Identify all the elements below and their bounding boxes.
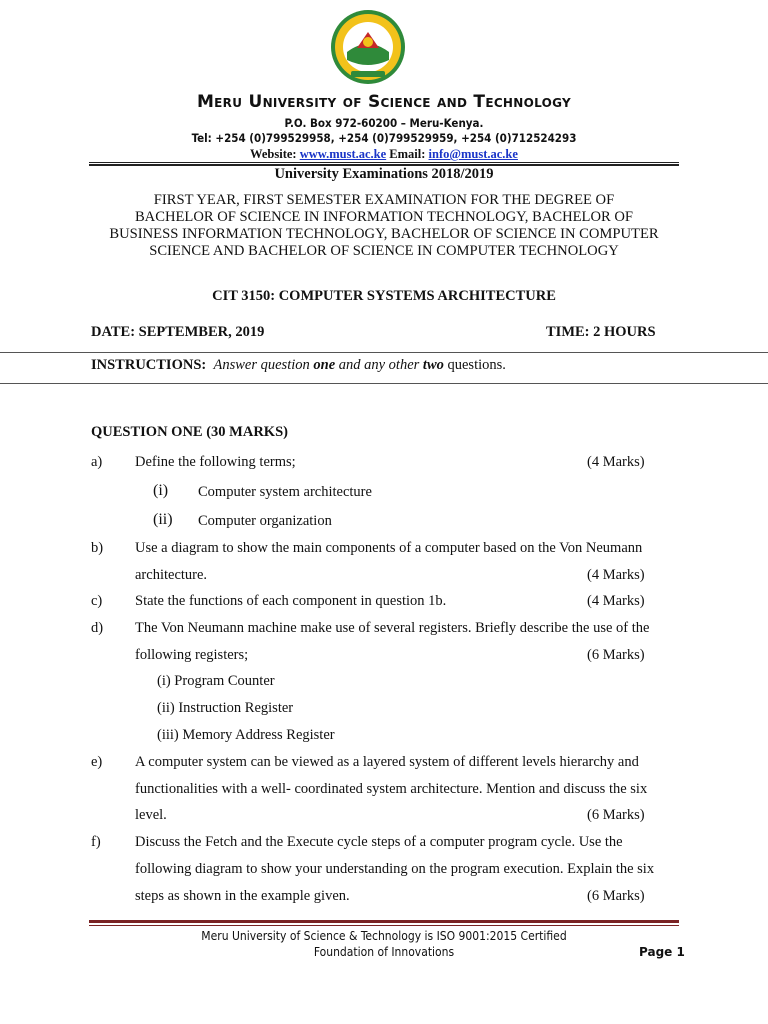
question-label-a: a): [91, 454, 103, 470]
exam-session: University Examinations 2018/2019: [274, 166, 494, 182]
exam-duration: TIME: 2 HOURS: [546, 324, 656, 340]
question-b-marks: (4 Marks): [587, 567, 645, 583]
exam-title-line: BUSINESS INFORMATION TECHNOLOGY, BACHELOR OF SCIENCE IN COMPUTER: [109, 226, 659, 242]
postal-address: P.O. Box 972-60200 – Meru-Kenya.: [284, 116, 484, 130]
exam-title-line: BACHELOR OF SCIENCE IN INFORMATION TECHNOLOGY, BACHELOR OF: [134, 209, 634, 225]
question-e-text-line1: A computer system can be viewed as a layered system of different levels hierarchy and: [135, 754, 639, 770]
website-link[interactable]: www.must.ac.ke: [299, 147, 387, 161]
website-label: Website:: [250, 147, 297, 161]
instructions-label: INSTRUCTIONS:: [91, 357, 207, 373]
question-a-text: Define the following terms;: [135, 454, 296, 470]
register-item: (iii) Memory Address Register: [157, 727, 335, 743]
question-f-text-line3: steps as shown in the example given.: [135, 888, 350, 904]
question-label-b: b): [91, 540, 104, 556]
question-f-text-line1: Discuss the Fetch and the Execute cycle steps of a computer program cycle. Use the: [135, 834, 623, 850]
exam-title-line: FIRST YEAR, FIRST SEMESTER EXAMINATION FOR THE DEGREE OF: [153, 192, 615, 208]
contact-line: [0, 147, 768, 162]
instructions-emphasis-one: one: [313, 357, 336, 373]
question-label-c: c): [91, 593, 103, 609]
question-one-heading: QUESTION ONE (30 MARKS): [91, 424, 288, 440]
exam-date: DATE: SEPTEMBER, 2019: [91, 324, 265, 340]
question-label-d: d): [91, 620, 104, 636]
question-b-text-line1: Use a diagram to show the main components of a computer based on the Von Neumann: [135, 540, 643, 556]
footer-motto: Foundation of Innovations: [313, 945, 455, 959]
question-f-text-line2: following diagram to show your understanding on the program execution. Explain the six: [135, 861, 655, 877]
question-a-marks: (4 Marks): [587, 454, 645, 470]
question-label-e: e): [91, 754, 103, 770]
subitem-text-ii: Computer organization: [198, 513, 332, 529]
page-number: Page 1: [639, 945, 685, 959]
course-title: CIT 3150: COMPUTER SYSTEMS ARCHITECTURE: [212, 288, 556, 304]
instructions-emphasis-two: two: [422, 357, 444, 373]
question-f-marks: (6 Marks): [587, 888, 645, 904]
question-e-text-line2: functionalities with a well- coordinated system architecture. Mention and discuss the six: [135, 781, 648, 797]
university-name: Meru University of Science and Technology: [196, 92, 572, 112]
footer-divider-thick: [89, 920, 679, 923]
instructions: [91, 357, 506, 374]
question-e-text-line3: level.: [135, 807, 167, 823]
question-c-marks: (4 Marks): [587, 593, 645, 609]
footer-certification: Meru University of Science & Technology is ISO 9001:2015 Certified: [201, 929, 567, 943]
instructions-text-2: and any other: [335, 357, 423, 373]
email-link[interactable]: info@must.ac.ke: [428, 147, 518, 161]
email-label: Email:: [389, 147, 426, 161]
question-d-text-line1: The Von Neumann machine make use of several registers. Briefly describe the use of the: [135, 620, 650, 636]
register-item: (ii) Instruction Register: [157, 700, 294, 716]
question-e-marks: (6 Marks): [587, 807, 645, 823]
header-divider-thin: [89, 162, 679, 163]
question-d-text-line2: following registers;: [135, 647, 249, 663]
question-label-f: f): [91, 834, 101, 850]
instructions-text-3: questions.: [443, 357, 506, 373]
exam-title: [0, 192, 768, 260]
exam-title-line: SCIENCE AND BACHELOR OF SCIENCE IN COMPUTER TECHNOLOGY: [149, 243, 619, 259]
footer-divider-thin: [89, 925, 679, 926]
subitem-label-i: (i): [153, 482, 169, 499]
telephone-numbers: Tel: +254 (0)799529958, +254 (0)799529959, +254 (0)712524293: [191, 131, 577, 145]
register-item: (i) Program Counter: [157, 673, 275, 689]
instructions-top-rule: [0, 352, 768, 353]
instructions-bottom-rule: [0, 383, 768, 384]
subitem-text-i: Computer system architecture: [198, 484, 372, 500]
subitem-label-ii: (ii): [153, 511, 173, 528]
university-logo: [329, 8, 407, 86]
question-d-marks: (6 Marks): [587, 647, 645, 663]
instructions-text-1: Answer question: [213, 357, 314, 373]
question-c-text: State the functions of each component in question 1b.: [135, 593, 447, 609]
question-b-text-line2: architecture.: [135, 567, 208, 583]
